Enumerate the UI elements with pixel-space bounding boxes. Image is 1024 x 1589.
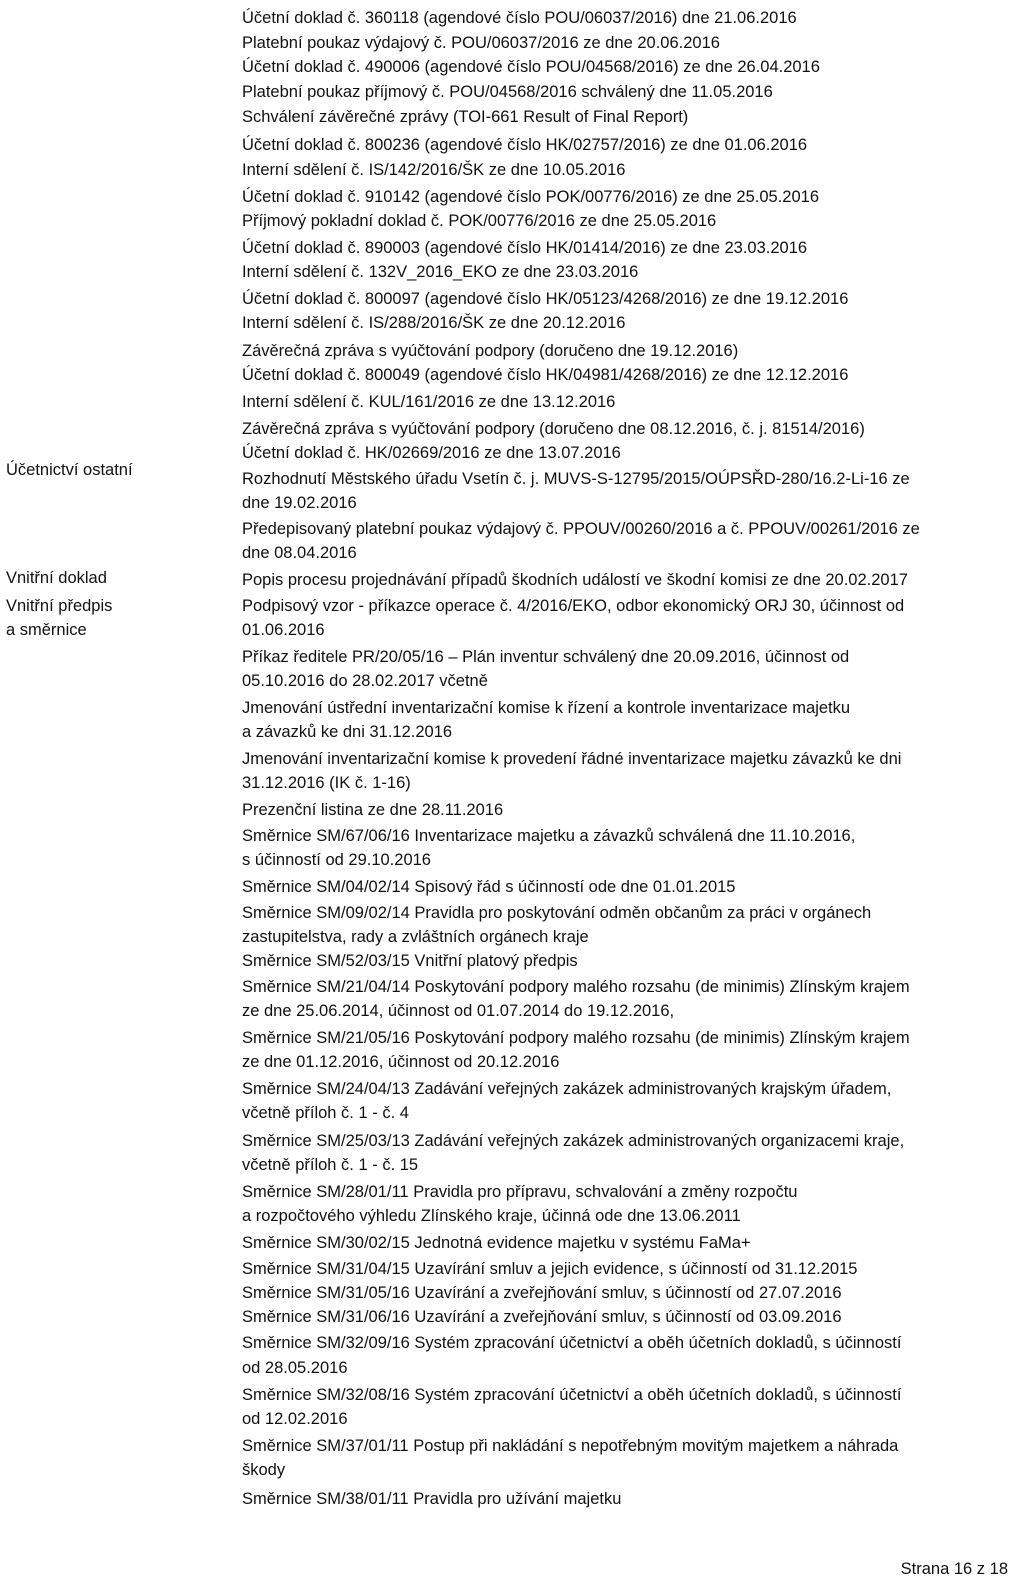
document-line: Prezenční listina ze dne 28.11.2016 xyxy=(242,801,504,819)
document-line: Interní sdělení č. 132V_2016_EKO ze dne 23.03.2016 xyxy=(242,263,639,281)
document-line: 01.06.2016 xyxy=(242,621,325,639)
document-line: ze dne 01.12.2016, účinnost od 20.12.2016 xyxy=(242,1053,560,1071)
document-line: Jmenování ústřední inventarizační komise k řízení a kontrole inventarizace majetku xyxy=(242,699,851,717)
document-line: Směrnice SM/31/04/15 Uzavírání smluv a jejich evidence, s účinností od 31.12.2015 xyxy=(242,1260,858,1278)
document-line: Účetní doklad č. 800049 (agendové číslo HK/04981/4268/2016) ze dne 12.12.2016 xyxy=(242,366,849,384)
category-a-smernice: a směrnice xyxy=(6,621,87,639)
document-line: Účetní doklad č. 490006 (agendové číslo POU/04568/2016) ze dne 26.04.2016 xyxy=(242,58,820,76)
document-line: Účetní doklad č. 800097 (agendové číslo HK/05123/4268/2016) ze dne 19.12.2016 xyxy=(242,290,849,308)
document-line: dne 08.04.2016 xyxy=(242,544,357,562)
document-line: Směrnice SM/52/03/15 Vnitřní platový předpis xyxy=(242,952,578,970)
document-line: Směrnice SM/38/01/11 Pravidla pro užívání majetku xyxy=(242,1490,622,1508)
document-line: Podpisový vzor - příkazce operace č. 4/2016/EKO, odbor ekonomický ORJ 30, účinnost od xyxy=(242,597,905,615)
document-line: a závazků ke dni 31.12.2016 xyxy=(242,723,453,741)
document-line: Směrnice SM/30/02/15 Jednotná evidence majetku v systému FaMa+ xyxy=(242,1234,751,1252)
document-line: 31.12.2016 (IK č. 1-16) xyxy=(242,774,411,792)
document-line: Účetní doklad č. 890003 (agendové číslo HK/01414/2016) ze dne 23.03.2016 xyxy=(242,239,808,257)
document-line: Účetní doklad č. 360118 (agendové číslo POU/06037/2016) dne 21.06.2016 xyxy=(242,9,797,27)
document-line: Směrnice SM/32/09/16 Systém zpracování účetnictví a oběh účetních dokladů, s účinností xyxy=(242,1334,902,1352)
document-line: 05.10.2016 do 28.02.2017 včetně xyxy=(242,672,488,690)
document-line: Interní sdělení č. IS/142/2016/ŠK ze dne 10.05.2016 xyxy=(242,161,626,179)
document-line: Účetní doklad č. 800236 (agendové číslo HK/02757/2016) ze dne 01.06.2016 xyxy=(242,136,808,154)
document-line: Jmenování inventarizační komise k provedení řádné inventarizace majetku závazků ke dni xyxy=(242,750,902,768)
document-line: Interní sdělení č. IS/288/2016/ŠK ze dne 20.12.2016 xyxy=(242,314,626,332)
document-line: Směrnice SM/28/01/11 Pravidla pro přípravu, schvalování a změny rozpočtu xyxy=(242,1183,798,1201)
document-line: Závěrečná zpráva s vyúčtování podpory (doručeno dne 19.12.2016) xyxy=(242,342,739,360)
document-line: Interní sdělení č. KUL/161/2016 ze dne 13.12.2016 xyxy=(242,393,616,411)
document-line: Účetní doklad č. HK/02669/2016 ze dne 13.07.2016 xyxy=(242,444,621,462)
document-line: Směrnice SM/25/03/13 Zadávání veřejných zakázek administrovaných organizacemi kraje, xyxy=(242,1132,905,1150)
document-line: dne 19.02.2016 xyxy=(242,494,357,512)
document-line: Směrnice SM/21/05/16 Poskytování podpory malého rozsahu (de minimis) Zlínským krajem xyxy=(242,1029,910,1047)
document-line: Schválení závěrečné zprávy (TOI-661 Result of Final Report) xyxy=(242,108,689,126)
document-line: Směrnice SM/32/08/16 Systém zpracování účetnictví a oběh účetních dokladů, s účinností xyxy=(242,1386,902,1404)
document-line: a rozpočtového výhledu Zlínského kraje, účinná ode dne 13.06.2011 xyxy=(242,1207,741,1225)
document-line: Závěrečná zpráva s vyúčtování podpory (doručeno dne 08.12.2016, č. j. 81514/2016) xyxy=(242,420,865,438)
document-line: od 28.05.2016 xyxy=(242,1359,348,1377)
document-line: Rozhodnutí Městského úřadu Vsetín č. j. MUVS-S-12795/2015/OÚPSŘD-280/16.2-Li-16 ze xyxy=(242,470,910,488)
document-line: Směrnice SM/67/06/16 Inventarizace majetku a závazků schválená dne 11.10.2016, xyxy=(242,827,856,845)
category-ucetnictvi-ostatni: Účetnictví ostatní xyxy=(6,461,133,479)
document-line: Směrnice SM/31/06/16 Uzavírání a zveřejňování smluv, s účinností od 03.09.2016 xyxy=(242,1308,842,1326)
document-line: Směrnice SM/24/04/13 Zadávání veřejných zakázek administrovaných krajským úřadem, xyxy=(242,1080,892,1098)
document-line: s účinností od 29.10.2016 xyxy=(242,851,431,869)
document-line: Příjmový pokladní doklad č. POK/00776/2016 ze dne 25.05.2016 xyxy=(242,212,717,230)
document-line: Směrnice SM/37/01/11 Postup při nakládání s nepotřebným movitým majetkem a náhrada xyxy=(242,1437,899,1455)
document-line: ze dne 25.06.2014, účinnost od 01.07.2014 do 19.12.2016, xyxy=(242,1002,675,1020)
document-line: zastupitelstva, rady a zvláštních orgánech kraje xyxy=(242,928,589,946)
document-line: Popis procesu projednávání případů škodních událostí ve škodní komisi ze dne 20.02.2017 xyxy=(242,571,908,589)
document-line: včetně příloh č. 1 - č. 4 xyxy=(242,1104,409,1122)
document-line: včetně příloh č. 1 - č. 15 xyxy=(242,1156,419,1174)
document-line: Platební poukaz výdajový č. POU/06037/2016 ze dne 20.06.2016 xyxy=(242,34,720,52)
document-line: Směrnice SM/31/05/16 Uzavírání a zveřejňování smluv, s účinností od 27.07.2016 xyxy=(242,1284,842,1302)
category-vnitrni-doklad: Vnitřní doklad xyxy=(6,569,107,587)
document-line: Směrnice SM/04/02/14 Spisový řád s účinností ode dne 01.01.2015 xyxy=(242,878,736,896)
document-line: škody xyxy=(242,1461,286,1479)
document-line: Směrnice SM/09/02/14 Pravidla pro poskytování odměn občanům za práci v orgánech xyxy=(242,904,872,922)
document-line: Příkaz ředitele PR/20/05/16 – Plán inventur schválený dne 20.09.2016, účinnost od xyxy=(242,648,850,666)
document-line: od 12.02.2016 xyxy=(242,1410,348,1428)
document-line: Platební poukaz příjmový č. POU/04568/2016 schválený dne 11.05.2016 xyxy=(242,83,773,101)
page-number: Strana 16 z 18 xyxy=(900,1560,1008,1578)
category-vnitrni-predpis: Vnitřní předpis xyxy=(6,597,113,615)
document-line: Účetní doklad č. 910142 (agendové číslo POK/00776/2016) ze dne 25.05.2016 xyxy=(242,188,820,206)
document-line: Předepisovaný platební poukaz výdajový č. PPOUV/00260/2016 a č. PPOUV/00261/2016 ze xyxy=(242,520,920,538)
document-line: Směrnice SM/21/04/14 Poskytování podpory malého rozsahu (de minimis) Zlínským krajem xyxy=(242,978,910,996)
